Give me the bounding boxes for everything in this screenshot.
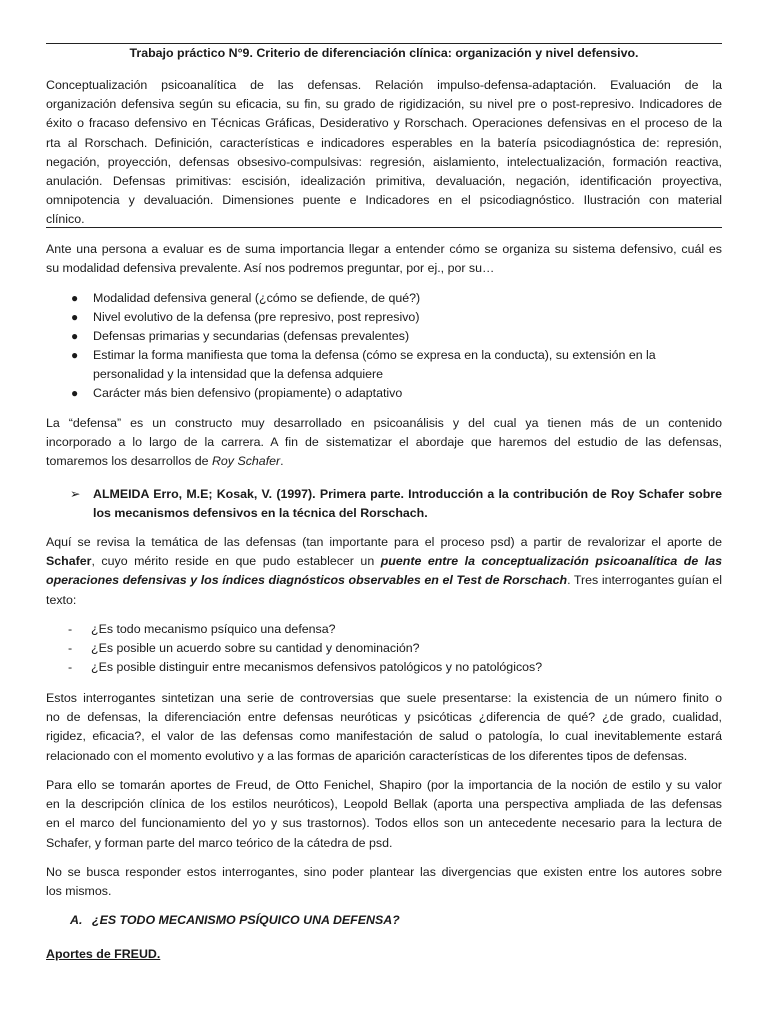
no-se-busca-paragraph	[46, 863, 722, 901]
list-item-text: Defensas primarias y secundarias (defensas prevalentes)	[93, 329, 410, 343]
list-item-text: ¿Es posible distinguir entre mecanismos defensivos patológicos y no patológicos?	[91, 660, 543, 674]
paragraph-line: No se busca responder estos interrogantes, sino poder plantear las divergencias que existen entre los autores sobre	[46, 865, 722, 879]
list-item-text: Estimar la forma manifiesta que toma la defensa (cómo se expresa en la conducta), su extensión en la personalidad y la intensidad que la defensa adquiere	[93, 348, 656, 381]
dash-bullet: -	[68, 622, 73, 636]
list-item	[46, 620, 722, 639]
paragraph-line: no de defensas, la diferenciación entre defensas neuróticas y psicóticas ¿diferencia de qué? ¿de grado, cualidad,	[46, 710, 722, 725]
dash-bullet: -	[68, 641, 73, 655]
list-item	[46, 308, 722, 327]
abstract-bottom-rule	[46, 227, 722, 228]
paragraph-line	[46, 571, 722, 590]
paragraph-line: rigidez, eficacia?, el valor de las defensas como manifestación de salud o patología, lo cual inevitablemente estará	[46, 729, 722, 744]
author-name: Roy Schafer	[211, 454, 281, 469]
controversias-paragraph	[46, 689, 722, 766]
dash-bullet: -	[68, 660, 73, 674]
list-item	[46, 346, 722, 384]
paragraph-line: los mismos.	[46, 884, 112, 899]
emphasis-text: operaciones defensivas y los índices diagnósticos observables en el Test de Rorschach	[46, 573, 568, 588]
intro-line: su modalidad defensiva prevalente. Así nos podremos preguntar, por ej., por su…	[46, 261, 495, 276]
abstract-line: organización defensiva según su eficacia, su fin, su grado de rigidización, su nivel pre o post-represivo. Indicadores de	[46, 97, 722, 112]
list-item-text: ¿Es posible un acuerdo sobre su cantidad y denominación?	[91, 641, 420, 655]
defensa-paragraph	[46, 414, 722, 472]
abstract-line: anulación. Defensas primitivas: escisión, idealización primitiva, devaluación, negación, identificación proyectiva,	[46, 174, 722, 189]
section-title: ¿ES TODO MECANISMO PSÍQUICO UNA DEFENSA?	[92, 913, 400, 927]
bullet-icon: ●	[71, 329, 79, 343]
abstract-line: negación, proyección, defensas obsesivo-compulsivas: regresión, aislamiento, intelectualización, formación reactiva,	[46, 154, 722, 169]
reference-line: ALMEIDA Erro, M.E; Kosak, V. (1997). Primera parte. Introducción a la contribución de Roy Schafer sobre	[93, 487, 722, 501]
paragraph-line: incorporado a lo largo de la carrera. A fin de sistematizar el abordaje que haremos del estudio de las defensas,	[46, 435, 722, 450]
list-item	[46, 327, 722, 346]
text-span: . Tres interrogantes guían el	[567, 573, 722, 588]
intro-paragraph	[46, 240, 722, 278]
abstract-line: Conceptualización psicoanalítica de las defensas. Relación impulso-defensa-adaptación. Evaluación de la	[46, 78, 722, 92]
list-item-text: Carácter más bien defensivo (propiamente) o adaptativo	[93, 386, 403, 400]
list-item	[46, 289, 722, 308]
abstract-line: rta al Rorschach. Definición, características e indicadores esperables en la batería psicodiagnóstica de: represión,	[46, 135, 722, 150]
section-heading-a	[70, 911, 400, 930]
schafer-paragraph	[46, 533, 722, 610]
evaluation-bullet-list	[46, 289, 722, 403]
bullet-icon: ●	[71, 386, 79, 400]
paragraph-line: Para ello se tomarán aportes de Freud, de Otto Fenichel, Shapiro (por la importancia de la noción de estilo y su valor	[46, 778, 722, 792]
abstract-line: omnipotencia y devaluación. Dimensiones puente e Indicadores en el psicodiagnóstico. Ilustración con material	[46, 193, 722, 208]
abstract-paragraph	[46, 76, 722, 230]
paragraph-line: La “defensa” es un constructo muy desarrollado en psicoanálisis y del cual ya tienen más de un contenido	[46, 416, 722, 430]
schafer-name: Schafer	[46, 554, 92, 569]
page-title: Trabajo práctico N°9. Criterio de diferenciación clínica: organización y nivel defensivo.	[129, 46, 639, 60]
text-span: tomaremos los desarrollos de	[46, 454, 212, 469]
paragraph-line: Estos interrogantes sintetizan una serie de controversias que suele presentarse: la existencia de un número finito o	[46, 691, 722, 705]
text-span: , cuyo mérito reside en que pudo establecer un	[91, 554, 381, 569]
intro-line: Ante una persona a evaluar es de suma importancia llegar a entender cómo se organiza su sistema defensivo, cuál es	[46, 242, 722, 256]
questions-list	[46, 620, 722, 677]
list-item	[46, 639, 722, 658]
paragraph-line: Schafer, y forman parte del marco teórico de la cátedra de psd.	[46, 835, 393, 850]
abstract-line: éxito o fracaso defensivo en Técnicas Gráficas, Desiderativo y Rorschach. Operaciones defensivas en el proceso de la	[46, 116, 722, 131]
list-item-text: Modalidad defensiva general (¿cómo se defiende, de qué?)	[93, 291, 421, 305]
emphasis-text: puente entre la conceptualización psicoanalítica de las	[380, 554, 722, 569]
paragraph-line	[46, 452, 722, 471]
list-item	[46, 384, 722, 403]
section-letter: A.	[70, 913, 83, 927]
paragraph-line: relacionado con el momento evolutivo y a las formas de aparición características de los diferentes tipos de defensas.	[46, 748, 688, 763]
paragraph-line: en el marco del funcionamiento del yo y sus trastornos). Todos ellos son un antecedente necesario para la lectura de	[46, 816, 722, 831]
reference-item	[70, 485, 722, 523]
list-item	[46, 658, 722, 677]
paragraph-line: en la descripción clínica de los estilos neuróticos), Leopold Bellak (aporta una perspectiva ampliada de las defensas	[46, 797, 722, 812]
paragraph-line	[46, 552, 722, 571]
bullet-icon: ●	[71, 348, 79, 362]
list-item-text: ¿Es todo mecanismo psíquico una defensa?	[91, 622, 336, 636]
paragraph-line: Aquí se revisa la temática de las defensas (tan importante para el proceso psd) a partir de revalorizar el aporte de	[46, 535, 722, 549]
reference-line: los mecanismos defensivos en la técnica del Rorschach.	[93, 506, 428, 520]
bullet-icon: ●	[71, 291, 79, 305]
subsection-heading: Aportes de FREUD.	[46, 947, 161, 961]
list-item-text: Nivel evolutivo de la defensa (pre represivo, post represivo)	[93, 310, 420, 324]
aportes-paragraph	[46, 776, 722, 853]
text-span: .	[280, 454, 284, 469]
bullet-icon: ●	[71, 310, 79, 324]
abstract-line: clínico.	[46, 212, 85, 227]
paragraph-line: texto:	[46, 592, 77, 607]
arrow-bullet-icon: ➢	[70, 487, 81, 501]
